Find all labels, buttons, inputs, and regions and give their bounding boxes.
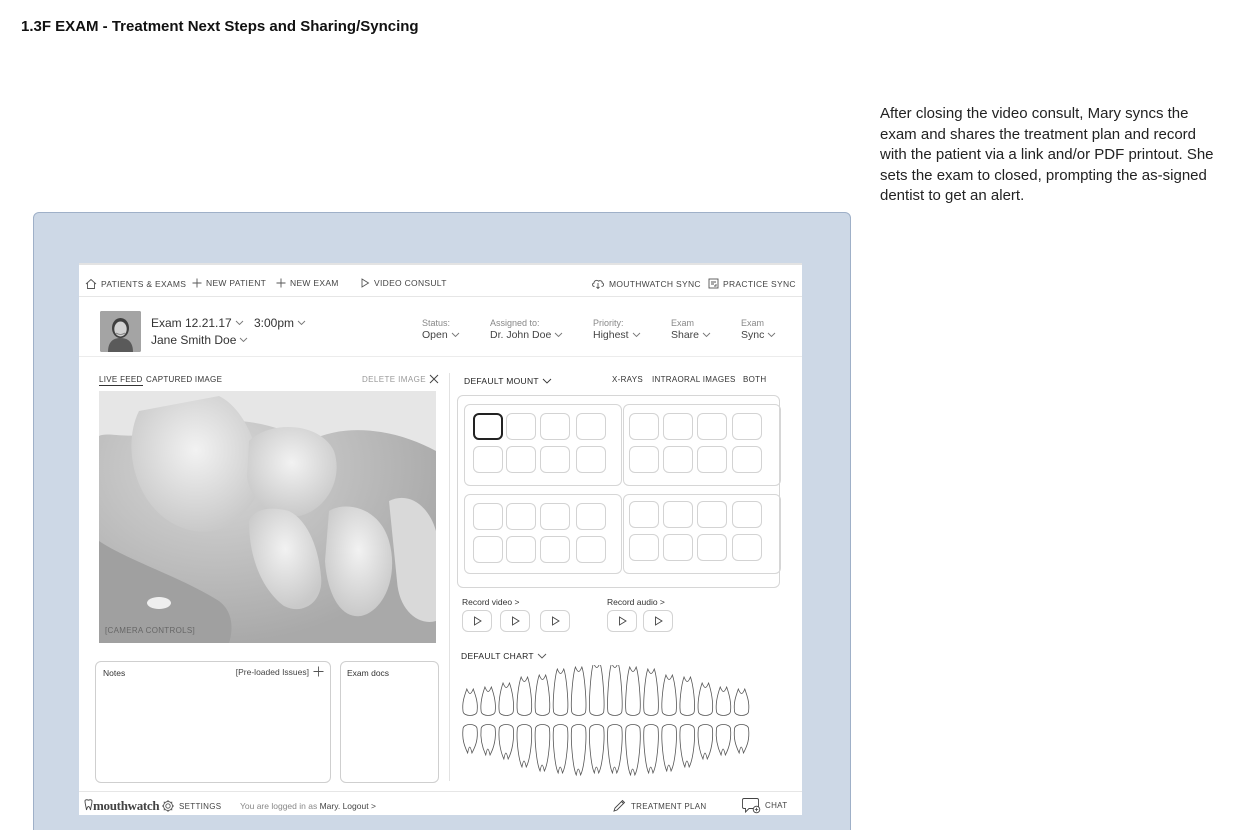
treatment-plan-button[interactable] xyxy=(612,799,706,813)
tab-x-rays[interactable]: X-RAYS xyxy=(612,375,643,384)
settings-label: SETTINGS xyxy=(179,801,222,811)
video-clip-play-button[interactable] xyxy=(462,610,492,632)
chat-label: CHAT xyxy=(765,801,788,810)
chat-button[interactable] xyxy=(742,797,787,814)
upper-tooth[interactable] xyxy=(499,683,514,716)
mount-slot[interactable] xyxy=(697,446,727,473)
logged-in-user: Mary. xyxy=(319,801,341,811)
treatment-plan-label: TREATMENT PLAN xyxy=(631,801,707,811)
default-mount-selector[interactable] xyxy=(464,376,552,386)
nav-new-patient[interactable] xyxy=(192,278,266,288)
patient-name-selector[interactable] xyxy=(151,333,248,347)
record-audio-link[interactable]: Record audio > xyxy=(607,597,665,607)
plus-icon xyxy=(192,278,202,288)
mount-slot[interactable] xyxy=(576,503,606,530)
assigned-label: Assigned to: xyxy=(490,318,540,328)
lower-tooth[interactable] xyxy=(626,725,641,776)
plus-icon xyxy=(276,278,286,288)
upper-tooth[interactable] xyxy=(589,665,604,716)
upper-tooth[interactable] xyxy=(698,683,713,716)
page-heading: 1.3F EXAM - Treatment Next Steps and Sharing/Syncing xyxy=(21,18,419,35)
mount-slot[interactable] xyxy=(732,446,762,473)
exam-sync-field[interactable] xyxy=(741,318,776,341)
mount-slot[interactable] xyxy=(473,446,503,473)
lower-tooth[interactable] xyxy=(517,725,532,768)
camera-controls[interactable]: [CAMERA CONTROLS] xyxy=(105,626,196,635)
upper-tooth[interactable] xyxy=(662,675,677,716)
gear-icon xyxy=(161,799,175,813)
mount-slot[interactable] xyxy=(732,534,762,561)
upper-tooth[interactable] xyxy=(481,687,496,716)
record-video-link[interactable]: Record video > xyxy=(462,597,520,607)
upper-tooth[interactable] xyxy=(535,675,550,716)
mount-slot[interactable] xyxy=(663,413,693,440)
chat-icon xyxy=(742,797,761,814)
home-icon xyxy=(85,278,97,290)
intraoral-camera-image xyxy=(99,391,436,643)
assigned-value: Dr. John Doe xyxy=(490,329,552,341)
delete-image-label: DELETE IMAGE xyxy=(362,374,426,384)
close-icon xyxy=(429,374,439,384)
tab-intraoral-images[interactable]: INTRAORAL IMAGES xyxy=(652,375,736,384)
nav-practice-sync[interactable] xyxy=(708,278,796,289)
nav-patients-exams-label: PATIENTS & EXAMS xyxy=(101,279,187,289)
priority-label: Priority: xyxy=(593,318,624,328)
lower-tooth[interactable] xyxy=(698,725,713,760)
tab-live-feed[interactable]: LIVE FEED xyxy=(99,375,143,384)
mount-quadrant-upper-left xyxy=(464,404,622,486)
nav-mouthwatch-sync-label: MOUTHWATCH SYNC xyxy=(609,278,701,289)
cloud-sync-icon xyxy=(591,278,605,289)
notes-label: Notes xyxy=(103,668,126,678)
upper-tooth[interactable] xyxy=(644,669,659,716)
chevron-down-icon xyxy=(542,378,552,384)
preloaded-issues-button[interactable] xyxy=(236,666,324,677)
upper-tooth[interactable] xyxy=(517,677,532,716)
video-clip-play-button[interactable] xyxy=(540,610,570,632)
chevron-down-icon xyxy=(767,332,776,338)
exam-app-window xyxy=(79,263,802,815)
mount-slot[interactable] xyxy=(540,536,570,563)
play-icon xyxy=(618,616,627,626)
mount-slot[interactable] xyxy=(473,413,503,440)
exam-time-selector[interactable] xyxy=(254,316,306,330)
mount-slot[interactable] xyxy=(506,503,536,530)
mount-slot[interactable] xyxy=(576,413,606,440)
chevron-down-icon xyxy=(297,320,306,326)
upper-tooth[interactable] xyxy=(680,677,695,716)
exam-share-value: Share xyxy=(671,329,700,341)
lower-tooth[interactable] xyxy=(535,725,550,772)
chevron-down-icon xyxy=(451,332,460,338)
mount-slot[interactable] xyxy=(663,501,693,528)
play-icon xyxy=(551,616,560,626)
image-mount xyxy=(457,395,780,588)
mount-slot[interactable] xyxy=(629,413,659,440)
mount-slot[interactable] xyxy=(663,534,693,561)
nav-video-consult-label: VIDEO CONSULT xyxy=(374,278,447,288)
exam-sync-value: Sync xyxy=(741,329,765,341)
lower-tooth[interactable] xyxy=(481,725,496,756)
scenario-description: After closing the video consult, Mary syncs the exam and shares the treatment plan and record with the patient via a link and/or PDF printout. She sets the exam to closed, prompting the as-signed dentist to get an alert. xyxy=(880,105,1214,204)
login-prefix: You are logged in as xyxy=(240,801,318,811)
nav-video-consult[interactable] xyxy=(360,278,447,288)
default-chart-label: DEFAULT CHART xyxy=(461,651,534,661)
mouthwatch-logo xyxy=(84,798,159,814)
chevron-down-icon xyxy=(632,332,641,338)
practice-sync-icon xyxy=(708,278,719,289)
live-feed-view[interactable] xyxy=(99,391,436,643)
priority-value: Highest xyxy=(593,329,629,341)
chevron-down-icon xyxy=(537,653,547,659)
delete-image-button[interactable] xyxy=(362,374,439,384)
nav-practice-sync-label: PRACTICE SYNC xyxy=(723,278,796,289)
mount-quadrant-lower-left xyxy=(464,494,622,574)
chevron-down-icon xyxy=(235,320,244,326)
plus-icon xyxy=(313,666,324,677)
default-chart-selector[interactable] xyxy=(461,651,547,661)
mount-slot[interactable] xyxy=(506,446,536,473)
exam-share-label: Exam xyxy=(671,318,695,328)
default-mount-label: DEFAULT MOUNT xyxy=(464,376,539,386)
assigned-field[interactable] xyxy=(490,318,563,341)
mount-slot[interactable] xyxy=(576,446,606,473)
lower-tooth[interactable] xyxy=(716,725,731,756)
play-icon xyxy=(511,616,520,626)
bottom-bar xyxy=(79,791,802,817)
exam-date: Exam 12.21.17 xyxy=(151,316,232,330)
chevron-down-icon xyxy=(702,332,711,338)
mount-slot[interactable] xyxy=(629,446,659,473)
logo-text: mouthwatch xyxy=(93,798,160,813)
exam-date-selector[interactable] xyxy=(151,316,244,330)
mount-slot[interactable] xyxy=(663,446,693,473)
lower-tooth[interactable] xyxy=(608,725,623,774)
mount-slot[interactable] xyxy=(540,413,570,440)
upper-tooth[interactable] xyxy=(608,665,623,716)
preloaded-issues-label: [Pre-loaded Issues] xyxy=(235,666,309,677)
lower-tooth[interactable] xyxy=(499,725,514,760)
upper-tooth[interactable] xyxy=(553,669,568,716)
login-status xyxy=(240,801,376,811)
mount-slot[interactable] xyxy=(697,413,727,440)
chevron-down-icon xyxy=(554,332,563,338)
nav-new-exam-label: NEW EXAM xyxy=(290,278,339,288)
mount-slot[interactable] xyxy=(732,413,762,440)
video-clip-play-button[interactable] xyxy=(500,610,530,632)
lower-tooth[interactable] xyxy=(734,725,749,754)
pencil-icon xyxy=(612,799,626,813)
tab-captured-image[interactable]: CAPTURED IMAGE xyxy=(146,375,223,384)
play-icon xyxy=(473,616,482,626)
mount-slot[interactable] xyxy=(506,536,536,563)
tooth-logo-icon xyxy=(84,799,93,811)
mount-slot[interactable] xyxy=(506,413,536,440)
upper-tooth[interactable] xyxy=(626,667,641,716)
mount-slot[interactable] xyxy=(697,534,727,561)
patient-name: Jane Smith Doe xyxy=(151,333,237,347)
nav-mouthwatch-sync[interactable] xyxy=(591,278,701,289)
lower-tooth[interactable] xyxy=(589,725,604,774)
top-navigation xyxy=(79,275,802,297)
mount-slot[interactable] xyxy=(540,446,570,473)
status-label: Status: xyxy=(422,318,451,328)
upper-tooth[interactable] xyxy=(734,689,749,716)
mount-slot[interactable] xyxy=(629,534,659,561)
upper-tooth[interactable] xyxy=(571,667,586,716)
exam-share-field[interactable] xyxy=(671,318,711,341)
logout-link[interactable]: Logout > xyxy=(342,801,376,811)
upper-tooth[interactable] xyxy=(463,689,478,716)
exam-docs-panel[interactable] xyxy=(340,661,439,783)
settings-button[interactable] xyxy=(161,799,221,813)
mount-slot[interactable] xyxy=(629,501,659,528)
chevron-down-icon xyxy=(239,337,248,343)
tab-both[interactable]: BOTH xyxy=(743,375,767,384)
lower-tooth[interactable] xyxy=(680,725,695,768)
nav-patients-exams[interactable] xyxy=(85,278,186,290)
mount-slot[interactable] xyxy=(576,536,606,563)
mount-quadrant-upper-right xyxy=(623,404,781,486)
exam-sync-label: Exam xyxy=(741,318,765,328)
play-icon xyxy=(654,616,663,626)
lower-tooth[interactable] xyxy=(662,725,677,772)
lower-tooth[interactable] xyxy=(571,725,586,776)
mount-slot[interactable] xyxy=(540,503,570,530)
audio-clip-play-button[interactable] xyxy=(643,610,673,632)
upper-tooth[interactable] xyxy=(716,687,731,716)
audio-clip-play-button[interactable] xyxy=(607,610,637,632)
mount-slot[interactable] xyxy=(473,503,503,530)
notes-panel[interactable] xyxy=(95,661,331,783)
lower-tooth[interactable] xyxy=(644,725,659,774)
tooth-chart[interactable] xyxy=(461,665,756,777)
lower-tooth[interactable] xyxy=(553,725,568,774)
play-icon xyxy=(360,278,370,288)
lower-tooth[interactable] xyxy=(463,725,478,754)
status-field[interactable] xyxy=(422,318,460,341)
mount-slot[interactable] xyxy=(697,501,727,528)
exam-header xyxy=(79,305,802,357)
mount-slot[interactable] xyxy=(732,501,762,528)
exam-time: 3:00pm xyxy=(254,316,295,330)
nav-new-patient-label: NEW PATIENT xyxy=(206,278,267,288)
mount-slot[interactable] xyxy=(473,536,503,563)
panel-divider xyxy=(449,373,450,781)
exam-docs-label: Exam docs xyxy=(347,668,390,678)
nav-new-exam[interactable] xyxy=(276,278,339,288)
patient-avatar xyxy=(100,311,141,352)
status-value: Open xyxy=(422,329,448,341)
mount-quadrant-lower-right xyxy=(623,494,781,574)
priority-field[interactable] xyxy=(593,318,641,341)
